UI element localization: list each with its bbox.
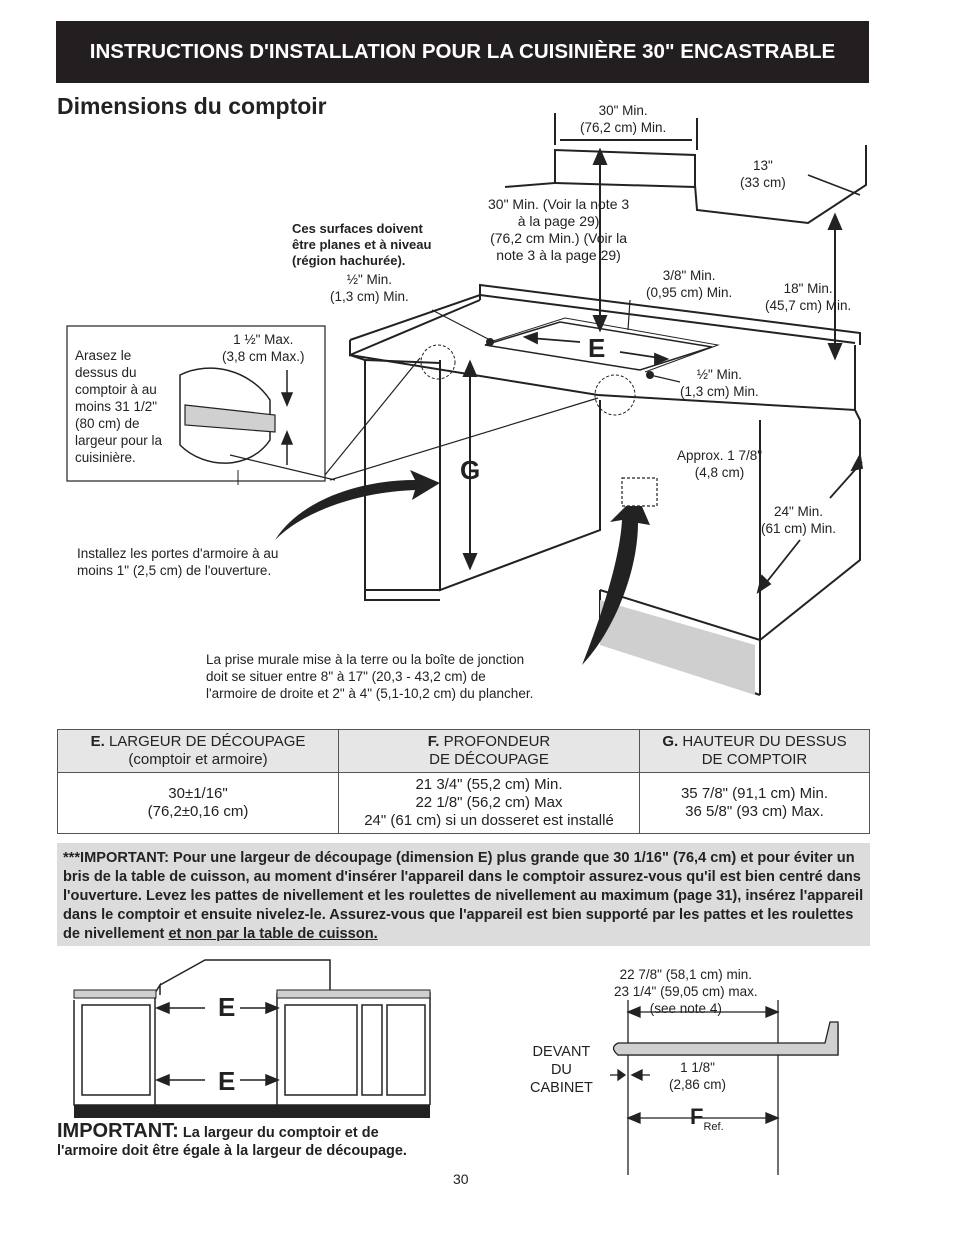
page-number: 30 bbox=[453, 1171, 469, 1187]
important-note: ***IMPORTANT: Pour une largeur de découpage (dimension E) plus grande que 30 1/16" (76,4 cm) et pour éviter un bris de la table de cuisson, au moment d'insérer l'appareil dans le comptoir assurez-vous qu'il est bien centré dans l'ouverture. Levez les pattes de nivellement et les roulettes de nivellement au maximum (page 31), insérez l'appareil dans le comptoir et ensuite nivelez-le. Assurez-vous que l'appareil est bien supporté par les pattes et les roulettes de nivellement et non par la table de cuisson. bbox=[57, 843, 870, 946]
dim-13: 13" (33 cm) bbox=[740, 158, 786, 190]
doors-note: Installez les portes d'armoire à au moins 1" (2,5 cm) de l'ouverture. bbox=[77, 546, 279, 578]
dim-30-note: 30" Min. (Voir la note 3 à la page 29) (76,2 cm Min.) (Voir la note 3 à la page 29) bbox=[488, 196, 630, 263]
dim-18: 18" Min. (45,7 cm) Min. bbox=[765, 281, 852, 313]
dimensions-table bbox=[57, 729, 870, 834]
dim-30-top: 30" Min. (76,2 cm) Min. bbox=[580, 103, 667, 135]
letter-e-bottom: E bbox=[218, 1066, 236, 1096]
important-caption: IMPORTANT: La largeur du comptoir et de bbox=[57, 1120, 379, 1142]
outlet-note: La prise murale mise à la terre ou la boîte de jonction doit se situer entre 8" à 17" (20,3 - 43,2 cm) de l'armoire de droite et 2" à 4" (5,1-10,2 cm) du plancher. bbox=[206, 652, 534, 701]
dim-24: 24" Min. (61 cm) Min. bbox=[761, 504, 837, 536]
dim-three-eighths: 3/8" Min. (0,95 cm) Min. bbox=[646, 268, 733, 300]
letter-e: E bbox=[588, 333, 606, 363]
cell-e: 30±1/16" (76,2±0,16 cm) bbox=[58, 773, 339, 834]
devant-label: DEVANT DU CABINET bbox=[530, 1044, 593, 1096]
dim-one-half-max: 1 ½" Max. (3,8 cm Max.) bbox=[222, 332, 305, 364]
letter-g: G bbox=[460, 455, 481, 485]
cell-g: 35 7/8" (91,1 cm) Min. 36 5/8" (93 cm) Max. bbox=[640, 773, 870, 834]
table-row bbox=[58, 773, 870, 834]
cell-f: 21 3/4" (55,2 cm) Min. 22 1/8" (56,2 cm) Max 24" (61 cm) si un dosseret est installé bbox=[339, 773, 640, 834]
surfaces-note: Ces surfaces doivent être planes et à niveau (région hachurée). bbox=[292, 221, 432, 268]
header-f: F. PROFONDEUR DE DÉCOUPAGE bbox=[339, 730, 640, 773]
header-e: E. LARGEUR DE DÉCOUPAGE (comptoir et armoire) bbox=[58, 730, 339, 773]
letter-e-top: E bbox=[218, 992, 236, 1022]
f-ref-label: $F_{Ref.}$ bbox=[690, 1104, 724, 1133]
header-g: G. HAUTEUR DU DESSUS DE COMPTOIR bbox=[640, 730, 870, 773]
dim-approx: Approx. 1 7/8" (4,8 cm) bbox=[677, 448, 763, 480]
header-title: INSTRUCTIONS D'INSTALLATION POUR LA CUISINIÈRE 30" ENCASTRABLE bbox=[89, 40, 836, 63]
dim-half-min: ½" Min. (1,3 cm) Min. bbox=[330, 272, 409, 304]
depth-dims: 22 7/8" (58,1 cm) min. 23 1/4" (59,05 cm) max. (see note 4) bbox=[614, 967, 758, 1016]
section-title: Dimensions du comptoir bbox=[57, 93, 327, 119]
table-header-row bbox=[58, 730, 870, 773]
thickness-dim: 1 1/8" (2,86 cm) bbox=[669, 1060, 727, 1092]
important-caption-line2: l'armoire doit être égale à la largeur de découpage. bbox=[57, 1143, 407, 1159]
dim-half-min-right: ½" Min. (1,3 cm) Min. bbox=[680, 367, 759, 399]
arasez-note: Arasez le dessus du comptoir à au moins 31 1/2" (80 cm) de largeur pour la cuisinière. bbox=[75, 348, 163, 465]
